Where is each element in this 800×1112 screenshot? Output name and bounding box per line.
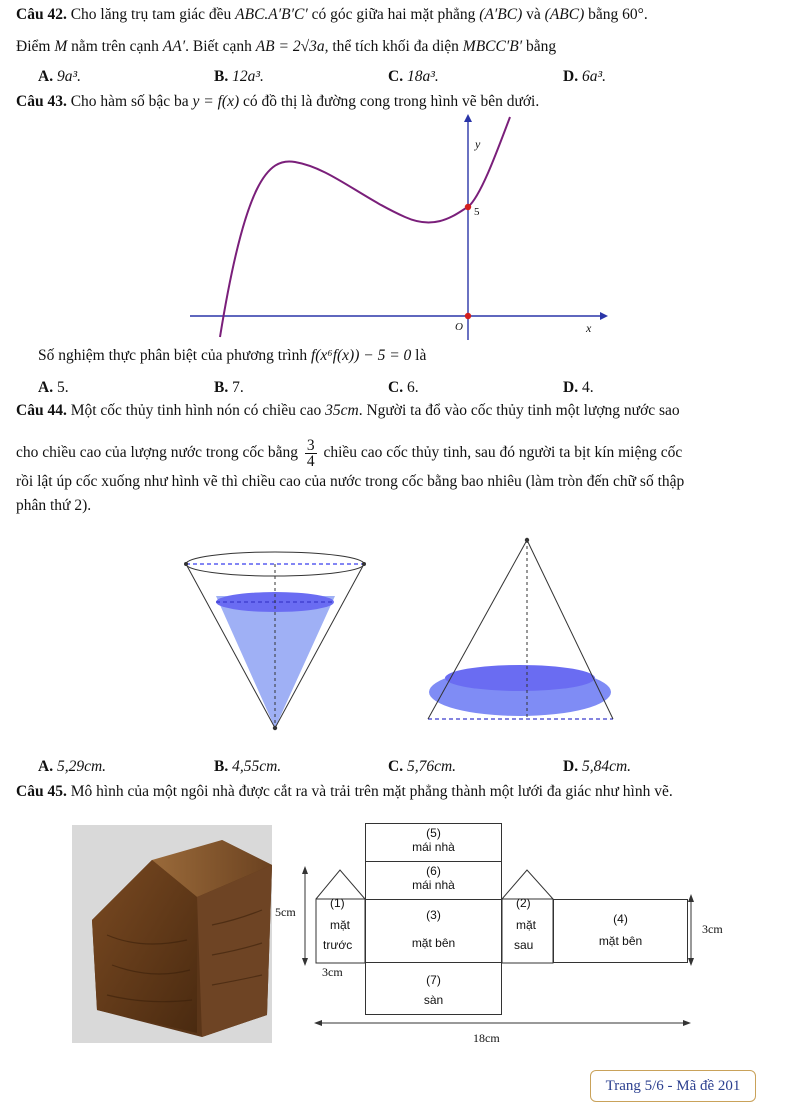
q44-option-c[interactable]: C. 5,76cm. — [388, 758, 457, 775]
q44-fraction: $\frac{3}{4}$ — [306, 437, 315, 470]
q43-func: y = f(x) — [192, 93, 240, 110]
dim-18cm: 18cm — [473, 1031, 500, 1045]
q42-plane: (ABC) — [544, 6, 585, 23]
q42-prism: ABC.A′B′C′ — [235, 6, 308, 23]
x-label: x — [586, 321, 592, 335]
five-label: 5 — [474, 206, 480, 218]
point-5 — [465, 204, 471, 210]
cone-upright — [184, 552, 366, 730]
q43-option-b[interactable]: B. 7. — [214, 379, 244, 396]
cone-inverted — [428, 538, 613, 719]
panel-2-num: (2) — [516, 896, 531, 910]
q45-line1 — [16, 783, 673, 801]
q42-text: thể tích khối đa diện — [332, 38, 459, 55]
q42-text: Điểm — [16, 38, 51, 55]
q43-text: Cho hàm số bậc ba — [70, 93, 189, 110]
q45-label: Câu 45. — [16, 783, 67, 800]
q44-label: Câu 44. — [16, 402, 67, 419]
q44-option-d[interactable]: D. 5,84cm. — [563, 758, 632, 775]
q43-text: Số nghiệm thực phân biệt của phương trình — [38, 347, 308, 364]
panel-1-b: trước — [323, 938, 353, 952]
q42-option-b[interactable]: B. 12a³. — [214, 68, 264, 85]
q42-option-a[interactable]: A. 9a³. — [38, 68, 81, 85]
y-axis-arrow — [464, 114, 472, 122]
panel-7: (7) sàn — [365, 962, 502, 1015]
q42-line2 — [16, 38, 556, 56]
q43-graph — [190, 112, 610, 342]
q42-text: bằng 60°. — [588, 6, 648, 23]
q42-text: có góc giữa hai mặt phẳng — [311, 6, 476, 23]
q44-text: . Người ta đổ vào cốc thủy tinh một lượng nước sao — [358, 402, 680, 419]
dim-5cm: 5cm — [275, 905, 296, 919]
point-origin — [465, 313, 471, 319]
q44-line2 — [16, 438, 682, 469]
q44-text: chiều cao cốc thủy tinh, sau đó người ta bịt kín miệng cốc — [323, 444, 683, 462]
q42-poly: MBCC′B′ — [462, 38, 523, 55]
q42-text: Cho lăng trụ tam giác đều — [70, 6, 232, 23]
page-footer: Trang 5/6 - Mã đề 201 — [590, 1070, 756, 1102]
q42-ab: AB = 2√3a, — [255, 38, 329, 55]
q44-line3: rồi lật úp cốc xuống như hình vẽ thì chiều cao của nước trong cốc bằng bao nhiêu (làm tròn đến chữ số thập — [16, 473, 685, 490]
q43-text: là — [415, 347, 427, 364]
panel-2-a: mặt — [516, 918, 537, 932]
q45-text: Mô hình của một ngôi nhà được cắt ra và trải trên mặt phẳng thành một lưới đa giác như hình vẽ. — [70, 783, 673, 800]
q44-option-b[interactable]: B. 4,55cm. — [214, 758, 282, 775]
cubic-curve — [220, 117, 510, 337]
q42-edge: AA′ — [162, 38, 186, 55]
x-axis-arrow — [600, 312, 608, 320]
dim-3cm-right: 3cm — [702, 922, 723, 936]
q42-option-c[interactable]: C. 18a³. — [388, 68, 439, 85]
q43-question — [38, 347, 426, 365]
panel-1-num: (1) — [330, 896, 345, 910]
net-lines — [280, 860, 720, 1050]
q43-text: có đồ thị là đường cong trong hình vẽ bên dưới. — [243, 93, 540, 110]
q42-option-d[interactable]: D. 6a³. — [563, 68, 606, 85]
q43-line1 — [16, 93, 539, 111]
origin-label: O — [455, 321, 463, 333]
q44-cone-figure — [148, 516, 648, 756]
dim-3cm-bottom: 3cm — [322, 965, 343, 979]
q42-plane: (A′BC) — [479, 6, 523, 23]
panel-1-a: mặt — [330, 918, 351, 932]
q42-text: . Biết cạnh — [185, 38, 252, 55]
q42-text: và — [526, 6, 541, 23]
panel-3: (3) mặt bên — [365, 899, 502, 963]
q42-point: M — [54, 38, 68, 55]
y-label: y — [475, 137, 481, 151]
q43-option-c[interactable]: C. 6. — [388, 379, 419, 396]
q44-text: Một cốc thủy tinh hình nón có chiều cao — [70, 402, 322, 419]
q43-equation: f(x⁶f(x)) − 5 = 0 — [310, 347, 412, 364]
q43-label: Câu 43. — [16, 93, 67, 110]
panel-2-b: sau — [514, 938, 534, 952]
q44-option-a[interactable]: A. 5,29cm. — [38, 758, 107, 775]
q42-text: bằng — [525, 38, 557, 55]
q44-line1 — [16, 402, 680, 420]
q42-label: Câu 42. — [16, 6, 67, 23]
q44-line4: phân thứ 2). — [16, 497, 92, 514]
q44-text: cho chiều cao của lượng nước trong cốc bằng — [16, 444, 298, 462]
q44-height: 35cm — [325, 402, 359, 419]
q43-option-d[interactable]: D. 4. — [563, 379, 594, 396]
panel-6: (6) mái nhà — [365, 861, 502, 900]
panel-5: (5) mái nhà — [365, 823, 502, 862]
wooden-house-photo — [72, 825, 272, 1043]
q42-line1 — [16, 6, 648, 24]
q42-text: nằm trên cạnh — [71, 38, 159, 55]
q43-option-a[interactable]: A. 5. — [38, 379, 69, 396]
panel-4: (4) mặt bên — [553, 899, 688, 963]
